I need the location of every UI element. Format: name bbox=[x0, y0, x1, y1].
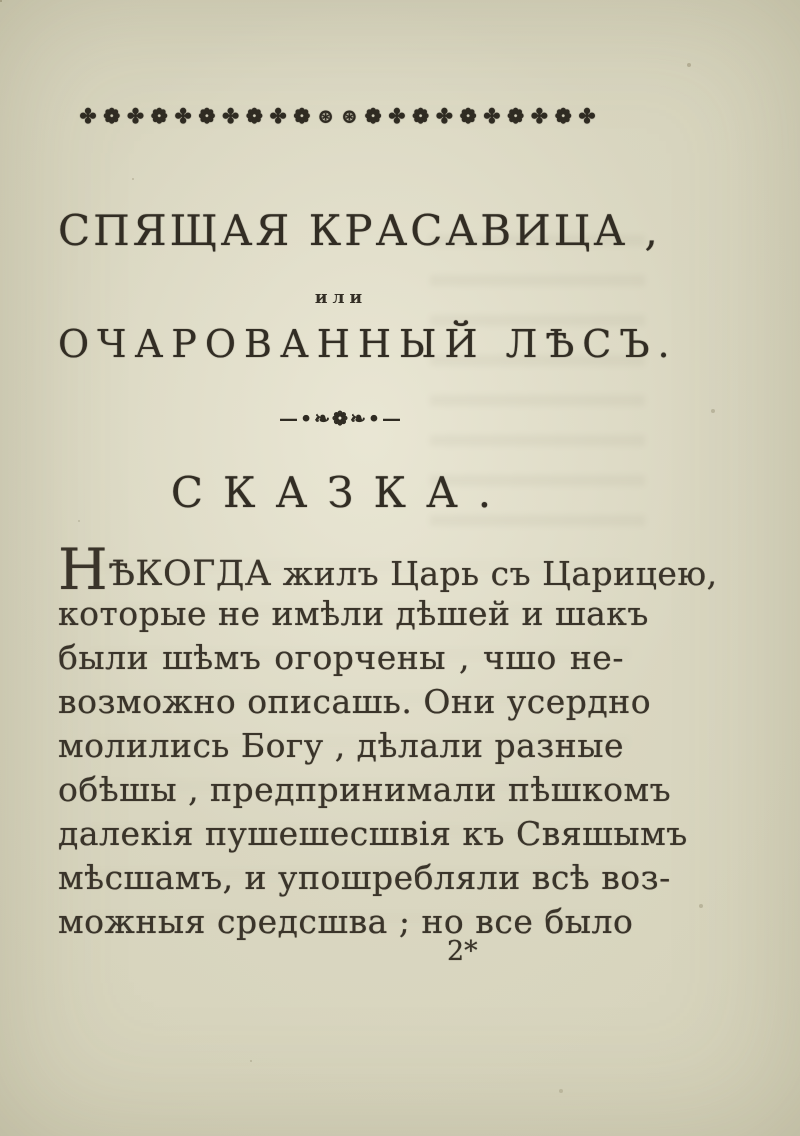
ornament-band-icon: ✤❁✤❁✤❁✤❁✤❁⊛⊛❁✤❁✤❁✤❁✤❁✤ bbox=[79, 104, 603, 128]
divider-ornament-icon: —•❧❁❧•— bbox=[278, 408, 404, 430]
drop-initial: Н bbox=[58, 537, 109, 603]
body-line-5: молились Богу , дѣлали разные bbox=[58, 726, 625, 765]
title-connector: или bbox=[314, 288, 368, 308]
body-line-8: мѣсшамъ, и упошребляли всѣ воз- bbox=[58, 858, 671, 897]
body-line-9: можныя средсшва ; но все было bbox=[58, 902, 634, 941]
page-title: СПЯЩАЯ КРАСАВИЦА , bbox=[58, 206, 661, 255]
body-line-1 bbox=[58, 537, 718, 603]
body-line-2: которые не имѣли дѣшей и шакъ bbox=[58, 594, 649, 633]
section-heading: СКАЗКА. bbox=[170, 468, 512, 517]
signature-mark: 2* bbox=[447, 936, 478, 967]
body-line-1-text: жилъ Царь съ Царицею, bbox=[282, 554, 718, 593]
body-line-4: возможно описашь. Они усердно bbox=[58, 682, 652, 721]
body-paragraph bbox=[58, 537, 718, 944]
body-line-7: далекія пушешесшвія къ Свяшымъ bbox=[58, 814, 688, 853]
paper-specks bbox=[0, 0, 2, 2]
body-line-3: были шѣмъ огорчены , чшо не- bbox=[58, 638, 624, 677]
page-subtitle: ОЧАРОВАННЫЙ ЛѢСЪ. bbox=[58, 322, 678, 366]
body-line-6: обѣшы , предпринимали пѣшкомъ bbox=[58, 770, 672, 809]
first-word-caps: ѢКОГДА bbox=[108, 554, 272, 594]
